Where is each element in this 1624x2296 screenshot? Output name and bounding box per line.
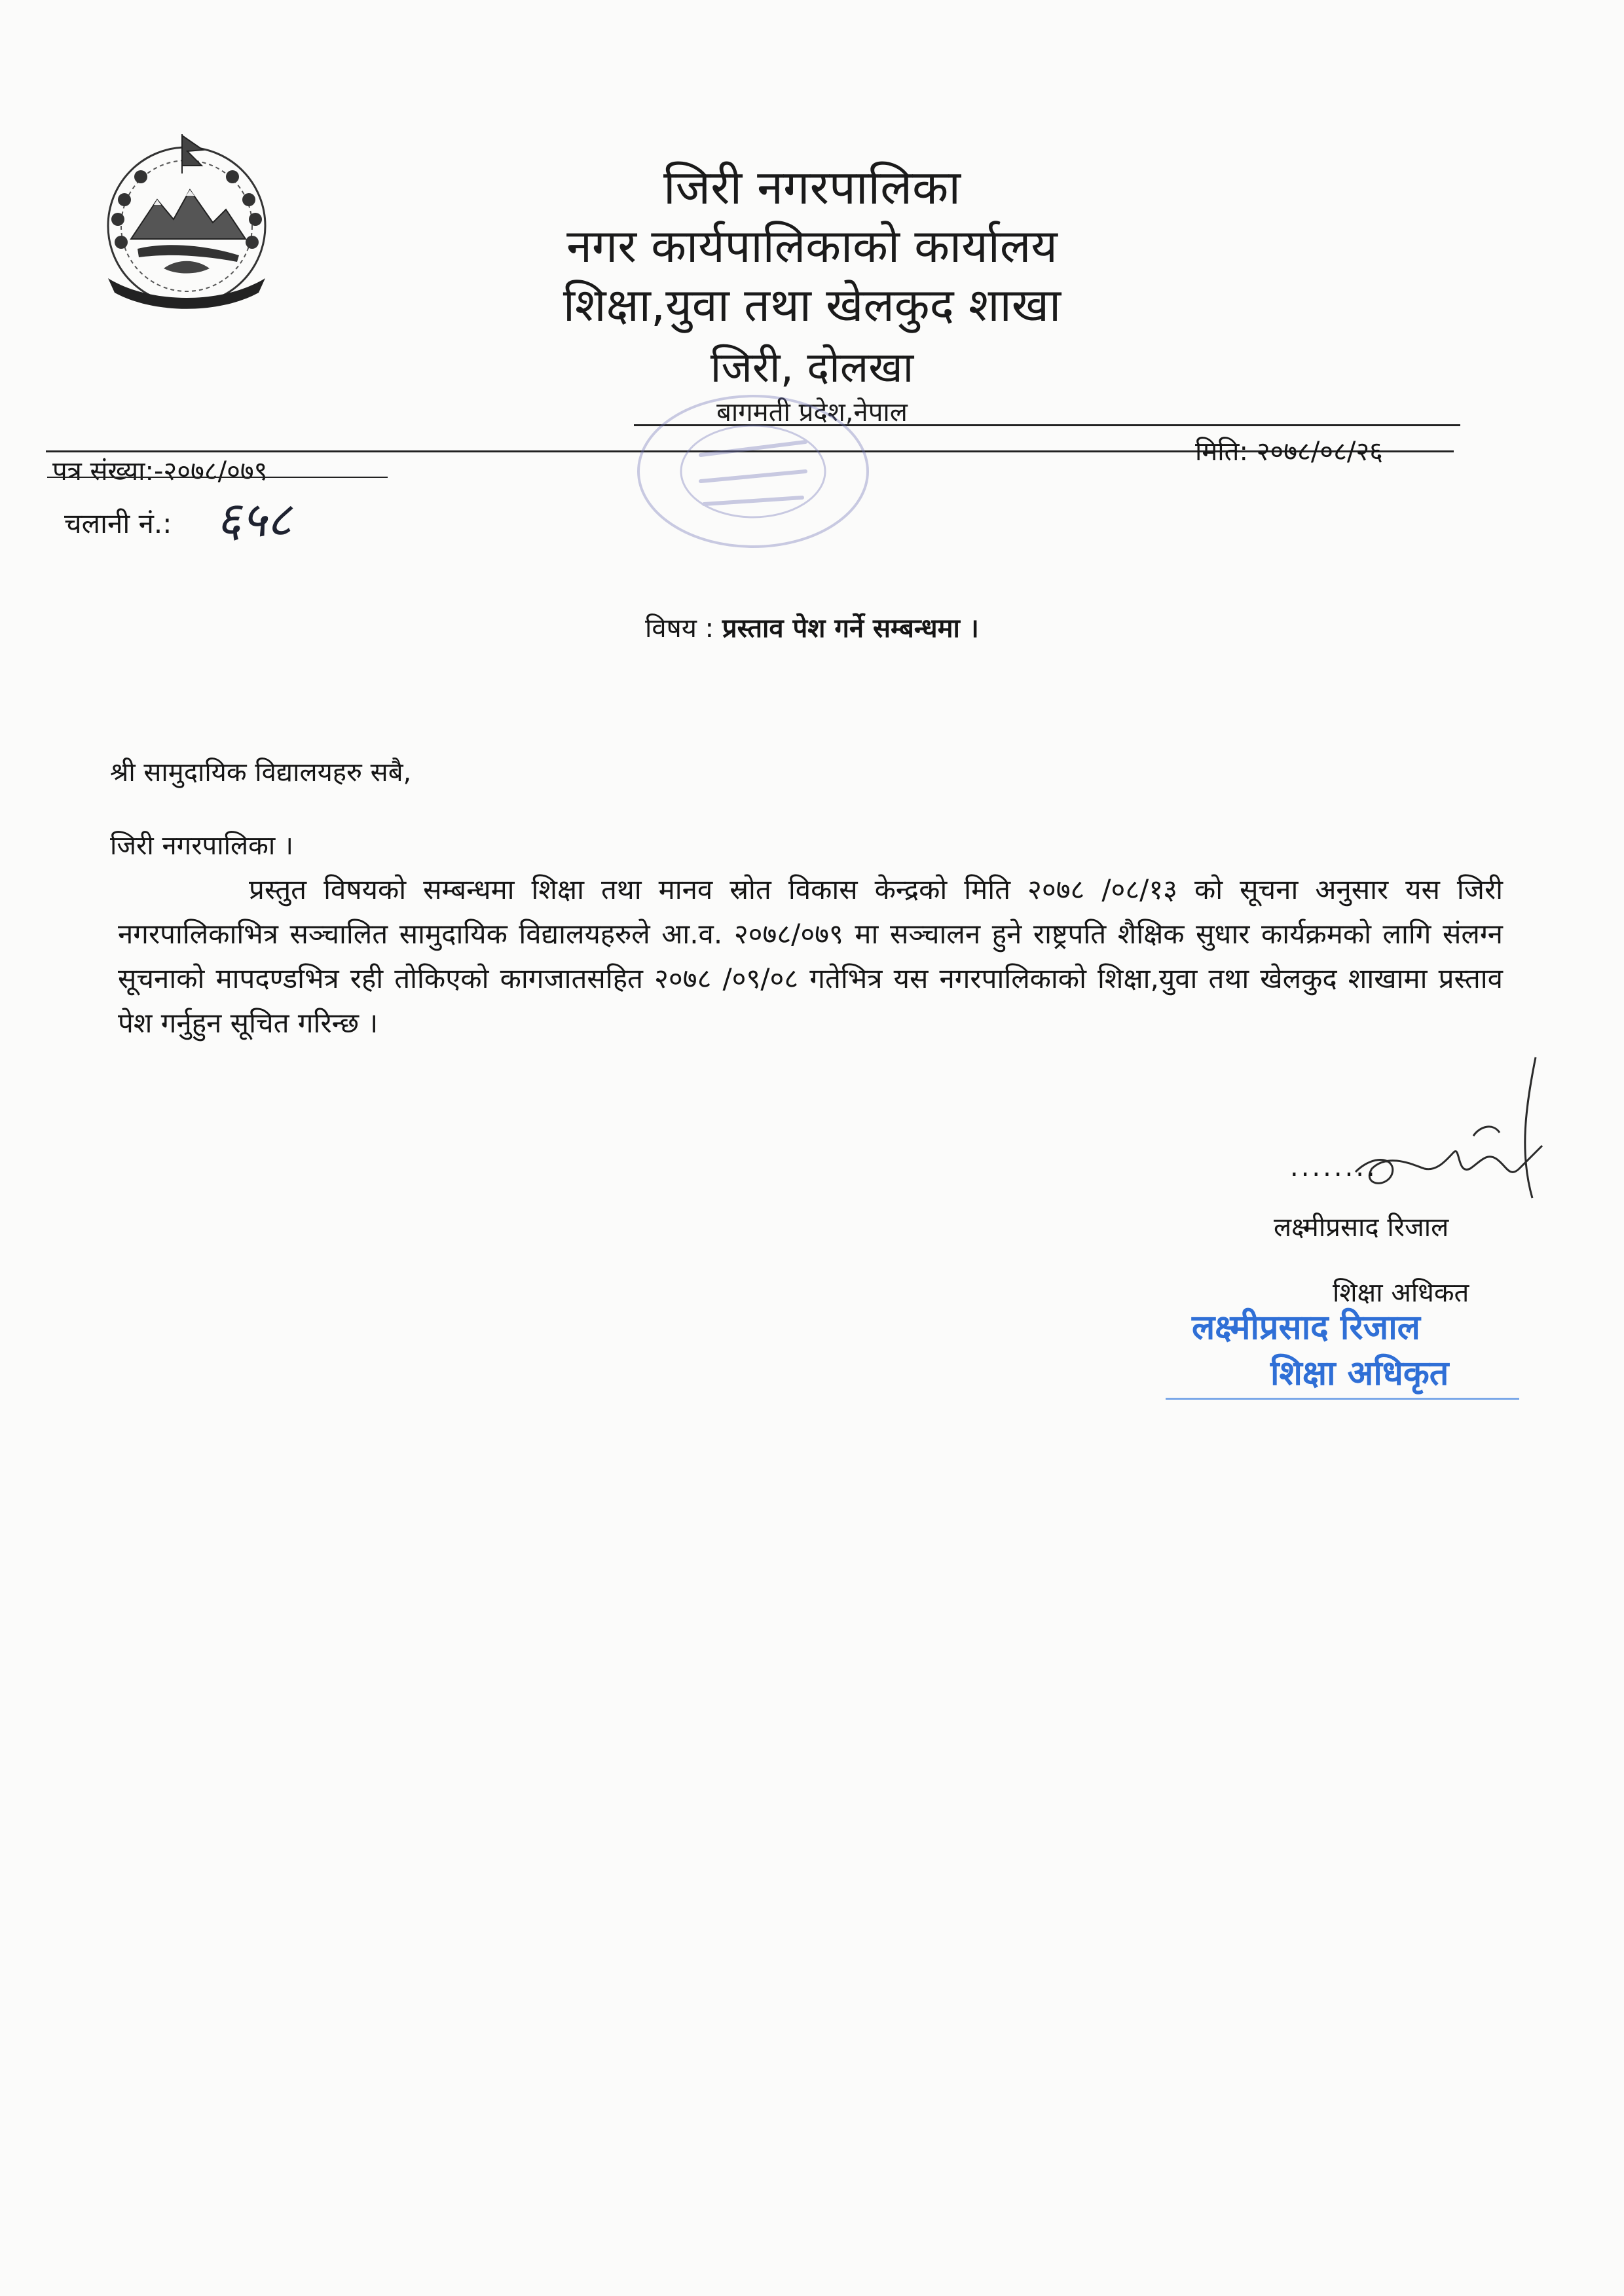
subject-line: [0, 609, 1624, 645]
blue-stamp-underline: [1166, 1398, 1519, 1400]
chalani-number: ६५८: [216, 492, 292, 548]
letter-date: मिति: २०७८/०८/२६: [1195, 437, 1383, 467]
patra-sankhya: पत्र संख्या:-२०७८/०७९: [52, 456, 268, 486]
letterhead-province: बागमती प्रदेश,नेपाल: [716, 397, 908, 428]
letterhead-office: नगर कार्यपालिकाको कार्यालय: [566, 219, 1058, 273]
subject-text: प्रस्ताव पेश गर्ने सम्बन्धमा ।: [722, 613, 979, 644]
signatory-name: लक्ष्मीप्रसाद रिजाल: [1274, 1212, 1449, 1243]
letterhead-location: जिरी, दोलखा: [710, 344, 914, 392]
subject-label: विषय :: [645, 613, 714, 644]
addressee-line-2: जिरी नगरपालिका ।: [110, 831, 294, 861]
office-round-seal-icon: [622, 393, 877, 563]
signatory-title: शिक्षा अधिकत: [1333, 1278, 1469, 1308]
letterhead-municipality: जिरी नगरपालिका: [663, 160, 961, 215]
patra-underline: [47, 477, 388, 478]
chalani-label: चलानी नं.:: [64, 507, 172, 539]
blue-stamp-title: शिक्षा अधिकृत: [1270, 1354, 1449, 1393]
letter-body: प्रस्तुत विषयको सम्बन्धमा शिक्षा तथा मानव स्रोत विकास केन्द्रको मिति २०७८ /०८/१३ को सूचना अनुसार यस जिरी नगरपालिकाभित्र सञ्चालित सामुदायिक विद्यालयहरुले आ.व. २०७८/०७९ मा सञ्चालन हुने राष्ट्रपति शैक्षिक सुधार कार्यक्रमको लागि संलग्न सूचनाको मापदण्डभित्र रही तोकिएको कागजातसहित २०७८ /०९/०८ गतेभित्र यस नगरपालिकाको शिक्षा,युवा तथा खेलकुद शाखामा प्रस्ताव पेश गर्नुहुन सूचित गरिन्छ ।: [118, 873, 1503, 1039]
blue-stamp-name: लक्ष्मीप्रसाद रिजाल: [1192, 1308, 1420, 1347]
letterhead-section: शिक्षा,युवा तथा खेलकुद शाखा: [563, 278, 1061, 332]
addressee-line-1: श्री सामुदायिक विद्यालयहरु सबै,: [110, 757, 412, 788]
signature-dots: ........: [1290, 1152, 1378, 1182]
